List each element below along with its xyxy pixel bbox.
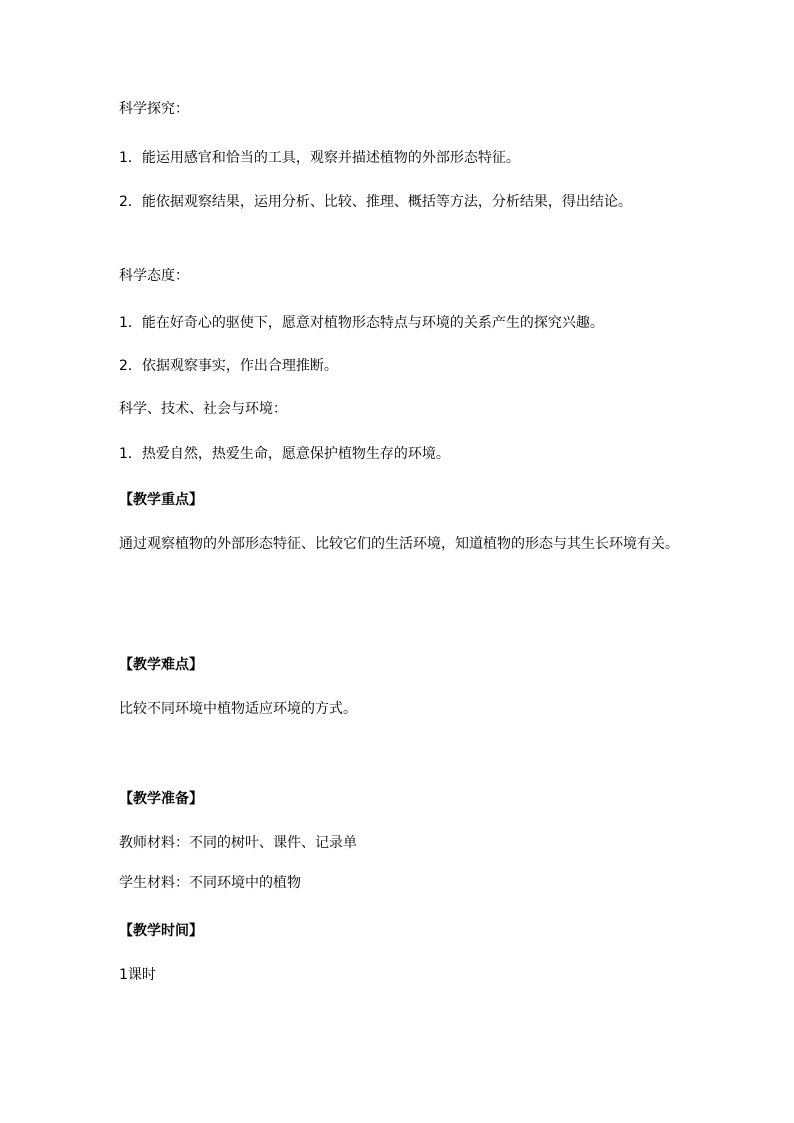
heading-key-point: 【教学重点】	[119, 492, 203, 508]
list-item: 1．能在好奇心的驱使下，愿意对植物形态特点与环境的关系产生的探究兴趣。	[119, 315, 604, 331]
list-item: 2．能依据观察结果，运用分析、比较、推理、概括等方法，分析结果，得出结论。	[119, 194, 632, 210]
paragraph-teacher-materials: 教师材料：不同的树叶、课件、记录单	[119, 835, 357, 851]
heading-preparation: 【教学准备】	[119, 791, 203, 807]
list-item: 2．依据观察事实，作出合理推断。	[119, 358, 338, 374]
list-item: 1．热爱自然，热爱生命，愿意保护植物生存的环境。	[119, 446, 450, 462]
list-item: 1．能运用感官和恰当的工具，观察并描述植物的外部形态特征。	[119, 150, 520, 166]
section-heading-science-inquiry: 科学探究：	[119, 101, 189, 117]
section-heading-science-attitude: 科学态度：	[119, 268, 189, 284]
heading-time: 【教学时间】	[119, 923, 203, 939]
paragraph-student-materials: 学生材料：不同环境中的植物	[119, 875, 301, 891]
paragraph-difficulty: 比较不同环境中植物适应环境的方式。	[119, 701, 357, 717]
heading-difficulty: 【教学难点】	[119, 657, 203, 673]
section-heading-sts: 科学、技术、社会与环境：	[119, 401, 287, 417]
paragraph-time: 1课时	[119, 967, 156, 983]
paragraph-key-point: 通过观察植物的外部形态特征、比较它们的生活环境，知道植物的形态与其生长环境有关。	[119, 536, 679, 552]
